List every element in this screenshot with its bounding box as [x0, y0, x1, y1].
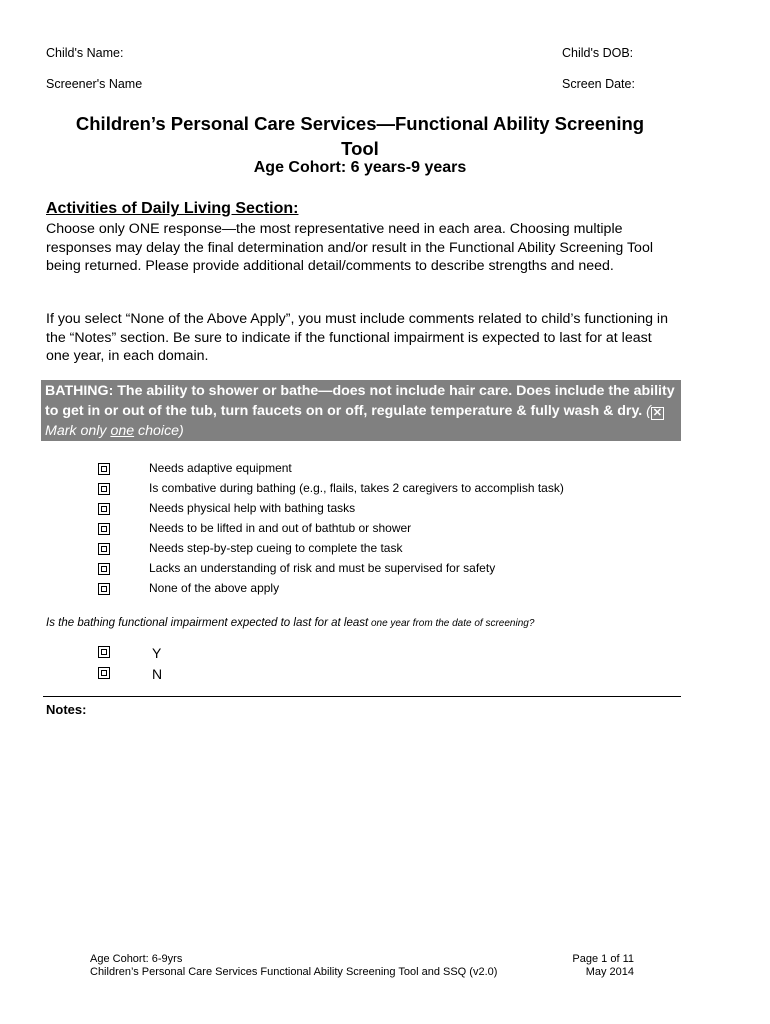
- banner-paren-open: (: [642, 403, 651, 419]
- instructions-text: Choose only ONE response—the most representative need in each area. Choosing multiple responses may delay the final determination and/or result in the Functional Ability Screening Tool being returned. Please provide additional detail/comments to describe strengths and need.: [46, 221, 653, 274]
- checked-box-icon: ✕: [652, 407, 662, 419]
- option-checkbox[interactable]: [98, 503, 110, 515]
- yes-label: Y: [152, 645, 162, 661]
- bathing-banner-text: BATHING: The ability to shower or bathe—does not include hair care. Does include the ability to get in or out of the tub, turn faucets on or off, regulate temperature & fully wash & dry.: [45, 383, 675, 419]
- footer-page-number: Page 1 of 11: [572, 953, 634, 965]
- screener-name-label: Screener's Name: [46, 77, 143, 91]
- option-label: Is combative during bathing (e.g., flails, takes 2 caregivers to accomplish task): [149, 481, 564, 495]
- no-checkbox[interactable]: [98, 667, 110, 679]
- duration-question-tail: one year from the date of screening?: [368, 618, 535, 629]
- screen-date-label: Screen Date:: [562, 77, 635, 91]
- option-checkbox[interactable]: [98, 463, 110, 475]
- instructions-paragraph: [46, 220, 676, 276]
- option-checkbox[interactable]: [98, 543, 110, 555]
- option-label: Needs to be lifted in and out of bathtub or shower: [149, 521, 412, 535]
- child-name-label: Child's Name:: [46, 46, 124, 60]
- title-line-2: Tool: [341, 138, 379, 159]
- option-label: Lacks an understanding of risk and must be supervised for safety: [149, 561, 496, 575]
- age-cohort-subtitle: Age Cohort: 6 years-9 years: [253, 159, 467, 176]
- banner-choice-text: choice): [134, 423, 184, 439]
- option-checkbox[interactable]: [98, 523, 110, 535]
- footer-age-cohort: Age Cohort: 6-9yrs: [90, 953, 183, 965]
- option-label: Needs adaptive equipment: [149, 461, 292, 475]
- section-heading: Activities of Daily Living Section:: [46, 200, 299, 217]
- option-label: Needs step-by-step cueing to complete the task: [149, 541, 403, 555]
- duration-question: [46, 617, 534, 629]
- none-note-paragraph: [46, 310, 676, 366]
- yes-checkbox[interactable]: [98, 646, 110, 658]
- duration-question-main: Is the bathing functional impairment expected to last for at least: [46, 617, 369, 629]
- title-line-1: Children’s Personal Care Services—Functional Ability Screening: [75, 113, 645, 134]
- option-checkbox[interactable]: [98, 563, 110, 575]
- no-label: N: [152, 666, 163, 682]
- page-title: [40, 111, 680, 161]
- notes-label: Notes:: [46, 702, 87, 717]
- banner-one-text: one: [110, 423, 135, 439]
- option-checkbox[interactable]: [98, 483, 110, 495]
- footer-document-title: Children’s Personal Care Services Functional Ability Screening Tool and SSQ (v2.0): [90, 966, 498, 978]
- notes-divider: [43, 696, 681, 697]
- option-label: None of the above apply: [149, 581, 280, 595]
- banner-mark-text: Mark only: [45, 423, 111, 439]
- none-note-text: If you select “None of the Above Apply”, you must include comments related to child’s functioning in the “Notes” section. Be sure to indicate if the functional impairment is expected to last for at least one year, in each domain.: [46, 311, 668, 364]
- footer-right: [560, 953, 634, 979]
- child-dob-label: Child's DOB:: [562, 46, 634, 60]
- option-checkbox[interactable]: [98, 583, 110, 595]
- footer-left: [90, 953, 497, 979]
- footer-date: May 2014: [585, 966, 634, 978]
- bathing-banner: [41, 380, 681, 441]
- option-label: Needs physical help with bathing tasks: [149, 501, 356, 515]
